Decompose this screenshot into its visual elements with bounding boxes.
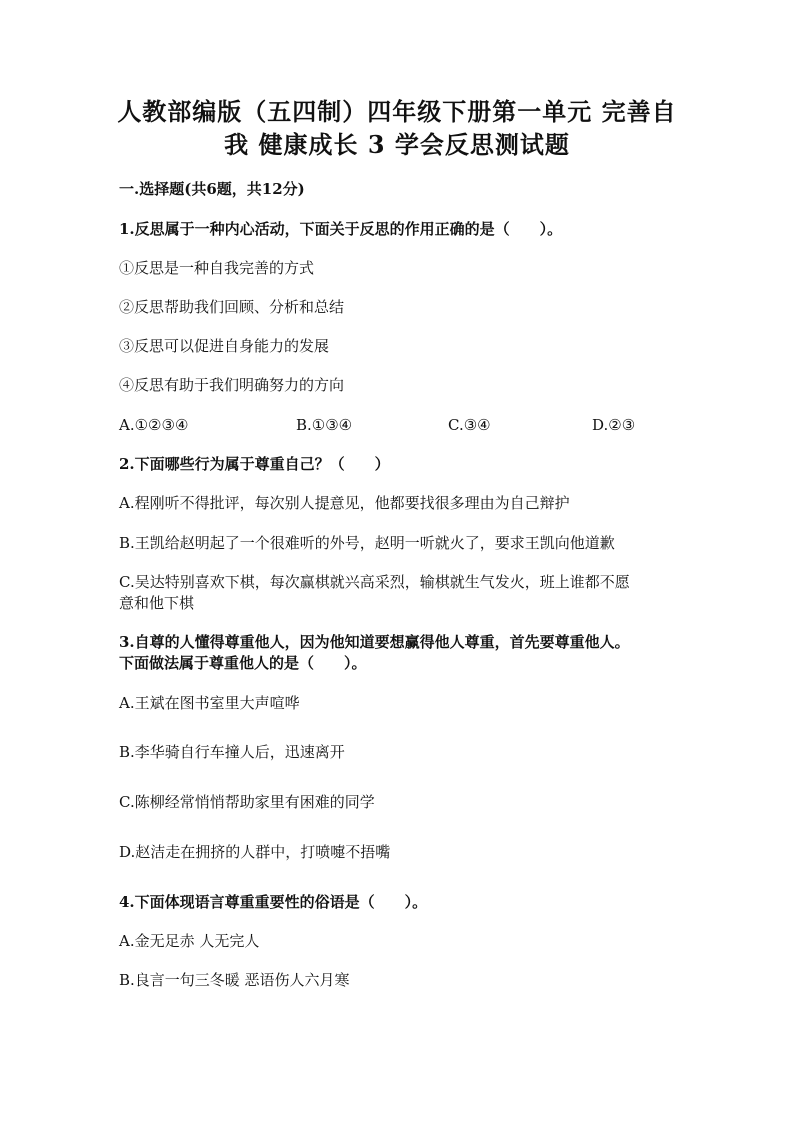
question-2-option-a: A.程刚听不得批评，每次别人提意见，他都要找很多理由为自己辩护 [119, 494, 570, 512]
question-1-option-d: D.②③ [592, 416, 636, 434]
question-1-stem: 1.反思属于一种内心活动，下面关于反思的作用正确的是（ ）。 [119, 220, 563, 238]
question-3-option-b: B.李华骑自行车撞人后，迅速离开 [119, 743, 345, 761]
document-title-line-2: 我 健康成长 3 学会反思测试题 [224, 130, 570, 159]
question-1-option-a: A.①②③④ [119, 416, 189, 434]
question-1-option-b: B.①③④ [296, 416, 353, 434]
question-3-option-a: A.王斌在图书室里大声喧哗 [119, 694, 300, 712]
question-2-option-c-continuation: 意和他下棋 [119, 594, 195, 612]
document-title-line-1: 人教部编版（五四制）四年级下册第一单元 完善自 [117, 97, 677, 126]
question-4-option-b: B.良言一句三冬暖 恶语伤人六月寒 [119, 971, 350, 989]
question-4-option-a: A.金无足赤 人无完人 [119, 932, 260, 950]
question-3-stem-line-1: 3.自尊的人懂得尊重他人，因为他知道要想赢得他人尊重，首先要尊重他人。 [119, 633, 630, 651]
question-1-statement: ③反思可以促进自身能力的发展 [119, 337, 330, 355]
question-1-statement: ②反思帮助我们回顾、分析和总结 [119, 298, 345, 316]
question-2-stem: 2.下面哪些行为属于尊重自己？（ ） [119, 455, 390, 473]
question-2-option-c: C.吴达特别喜欢下棋，每次赢棋就兴高采烈，输棋就生气发火，班上谁都不愿 [119, 573, 630, 591]
question-2-option-b: B.王凯给赵明起了一个很难听的外号，赵明一听就火了，要求王凯向他道歉 [119, 534, 615, 552]
question-1-statement: ④反思有助于我们明确努力的方向 [119, 376, 345, 394]
question-1-statement: ①反思是一种自我完善的方式 [119, 259, 315, 277]
question-3-option-c: C.陈柳经常悄悄帮助家里有困难的同学 [119, 793, 375, 811]
question-3-stem-line-2: 下面做法属于尊重他人的是（ ）。 [119, 654, 367, 672]
question-4-stem: 4.下面体现语言尊重重要性的俗语是（ ）。 [119, 893, 428, 911]
question-1-option-c: C.③④ [448, 416, 491, 434]
question-3-option-d: D.赵洁走在拥挤的人群中，打喷嚏不捂嘴 [119, 843, 391, 861]
section-heading: 一.选择题(共6题，共12分) [119, 180, 305, 198]
